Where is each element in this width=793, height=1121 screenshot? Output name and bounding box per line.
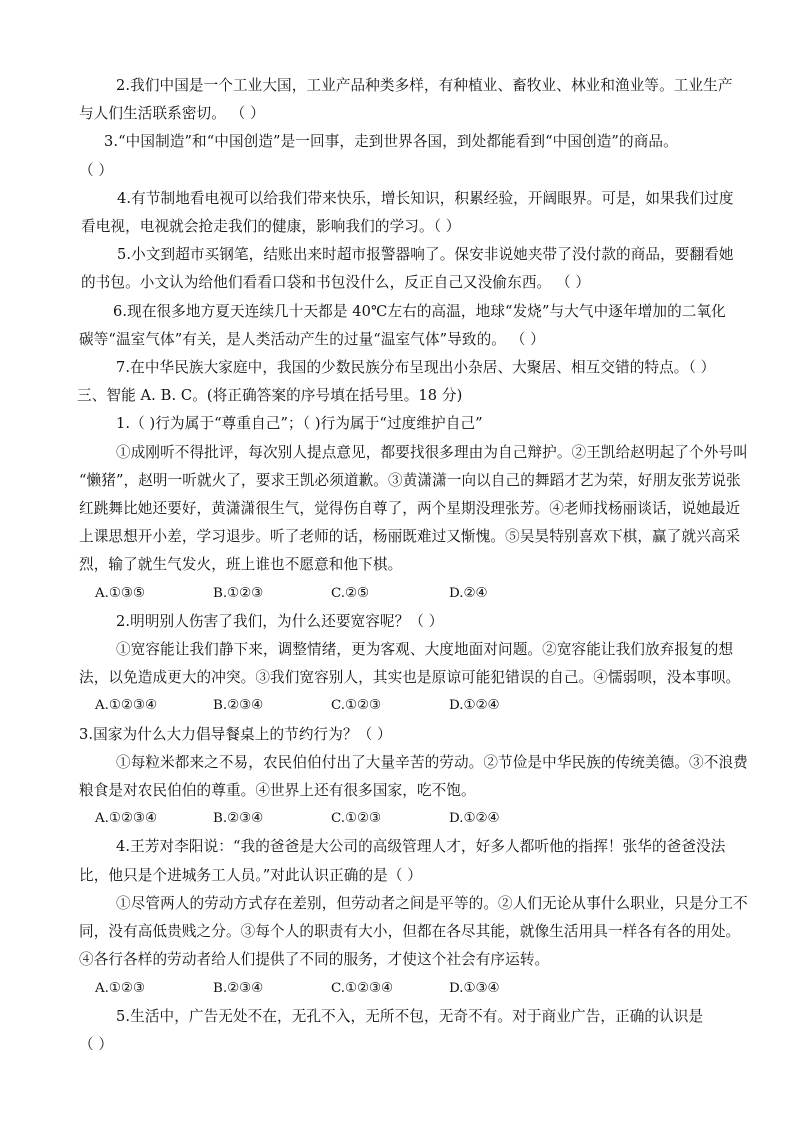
question-1-text-line-2: “懒猪”，赵明一听就火了，要求王凯必须道歉。③黄潇潇一向以自己的舞蹈才艺为荣，好朋友张芳说张 bbox=[79, 471, 741, 489]
true-false-item-4-line-2: 看电视，电视就会抢走我们的健康，影响我们的学习。（ ） bbox=[81, 218, 461, 236]
question-2-stem: 2.明明别人伤害了我们，为什么还要宽容呢？（ ） bbox=[116, 612, 444, 630]
option-b: B.②③④ bbox=[213, 698, 264, 714]
question-3-text-line-2: 粮食是对农民伯伯的尊重。④世界上还有很多国家，吃不饱。 bbox=[79, 782, 476, 800]
option-b: B.①②③ bbox=[213, 585, 264, 601]
true-false-item-2-line-1: 2.我们中国是一个工业大国，工业产品种类多样，有种植业、畜牧业、林业和渔业等。工业生产 bbox=[116, 77, 733, 94]
option-d: D.①②④ bbox=[449, 698, 500, 714]
section-three-heading: 三、智能 A. B. C。(将正确答案的序号填在括号里。18 分) bbox=[77, 387, 463, 405]
question-5-stem-line-1: 5.生活中，广告无处不在，无孔不入，无所不包，无奇不有。对于商业广告，正确的认识是 bbox=[116, 1007, 704, 1025]
question-2-options bbox=[79, 692, 707, 720]
true-false-item-6-line-1: 6.现在很多地方夏天连续几十天都是 40℃左右的高温，地球“发烧”与大气中逐年增加的二氧化 bbox=[113, 302, 726, 320]
question-3-options bbox=[79, 805, 707, 833]
option-b: B.②③④ bbox=[213, 811, 264, 827]
question-4-text-line-1: ①尽管两人的劳动方式存在差别，但劳动者之间是平等的。②人们无论从事什么职业，只是分工不 bbox=[116, 894, 748, 912]
question-3-text-line-1: ①每粒米都来之不易，农民伯伯付出了大量辛苦的劳动。②节俭是中华民族的传统美德。③不浪费 bbox=[116, 753, 748, 771]
true-false-item-4-line-1: 4.有节制地看电视可以给我们带来快乐，增长知识，积累经验，开阔眼界。可是，如果我们过度 bbox=[117, 189, 734, 207]
option-a: A.①②③④ bbox=[95, 698, 157, 714]
true-false-item-5-line-1: 5.小文到超市买钢笔，结账出来时超市报警器响了。保安非说她夹带了没付款的商品，要翻看她 bbox=[117, 246, 734, 264]
question-2-text-line-2: 法，以免造成更大的冲突。③我们宽容别人，其实也是原谅可能犯错误的自己。④懦弱呗，没本事呗。 bbox=[79, 669, 741, 687]
question-1-text-line-1: ①成刚听不得批评，每次别人提点意见，都要找很多理由为自己辩护。②王凯给赵明起了个外号叫 bbox=[116, 443, 748, 461]
option-a: A.①②③④ bbox=[95, 811, 157, 827]
question-1-stem: 1.（ )行为属于“尊重自己”；（ )行为属于“过度维护自己” bbox=[116, 415, 483, 433]
true-false-item-3-line-2: （ ） bbox=[79, 161, 114, 179]
question-4-stem-line-2: 比，他只是个进城务工人员。”对此认识正确的是（ ） bbox=[79, 866, 422, 884]
question-4-stem-line-1: 4.王芳对李阳说：“我的爸爸是大公司的高级管理人才，好多人都听他的指挥！张华的爸爸没法 bbox=[116, 838, 726, 856]
option-a: A.①③⑤ bbox=[95, 585, 145, 601]
question-2-text-line-1: ①宽容能让我们静下来，调整情绪，更为客观、大度地面对问题。②宽容能让我们放弃报复的想 bbox=[116, 641, 734, 659]
question-4-text-line-2: 同，没有高低贵贱之分。③每个人的职责有大小，但都在各尽其能，就像生活用具一样各有各的用处。 bbox=[79, 923, 741, 941]
question-4-options bbox=[79, 975, 707, 1003]
option-b: B.②③④ bbox=[213, 980, 264, 996]
option-a: A.①②③ bbox=[95, 980, 145, 996]
true-false-item-7: 7.在中华民族大家庭中，我国的少数民族分布呈现出小杂居、大聚居、相互交错的特点。（ ） bbox=[116, 359, 716, 377]
option-d: D.②④ bbox=[449, 585, 488, 601]
question-1-text-line-5: 烈，输了就生气发火，班上谁也不愿意和他下棋。 bbox=[79, 556, 403, 574]
true-false-item-3-line-1: 3.“中国制造”和“中国创造”是一回事，走到世界各国，到处都能看到“中国创造”的商品。 bbox=[104, 133, 678, 151]
question-4-text-line-3: ④各行各样的劳动者给人们提供了不同的服务，才使这个社会有序运转。 bbox=[79, 951, 550, 969]
option-c: C.②⑤ bbox=[331, 585, 370, 601]
option-d: D.①③④ bbox=[449, 980, 500, 996]
option-d: D.①②④ bbox=[449, 811, 500, 827]
question-1-text-line-4: 上课思想开小差，学习退步。听了老师的话，杨丽既难过又惭愧。⑤吴昊特别喜欢下棋，赢了就兴高采 bbox=[79, 528, 741, 546]
option-c: C.①②③④ bbox=[331, 980, 394, 996]
option-c: C.①②③ bbox=[331, 698, 382, 714]
question-1-options bbox=[79, 580, 707, 608]
true-false-item-2-line-2: 与人们生活联系密切。 （ ） bbox=[79, 105, 265, 123]
question-5-stem-line-2: （ ） bbox=[79, 1035, 114, 1053]
true-false-item-6-line-2: 碳等“温室气体”有关，是人类活动产生的过量“温室气体”导致的。 （ ） bbox=[79, 330, 545, 348]
true-false-item-5-line-2: 的书包。小文认为给他们看看口袋和书包没什么，反正自己又没偷东西。 （ ） bbox=[81, 274, 591, 292]
option-c: C.①②③ bbox=[331, 811, 382, 827]
question-1-text-line-3: 红跳舞比她还要好，黄潇潇很生气，觉得伤自尊了，两个星期没理张芳。④老师找杨丽谈话，说她最近 bbox=[79, 500, 741, 518]
question-3-stem: 3.国家为什么大力倡导餐桌上的节约行为？（ ） bbox=[79, 725, 392, 743]
